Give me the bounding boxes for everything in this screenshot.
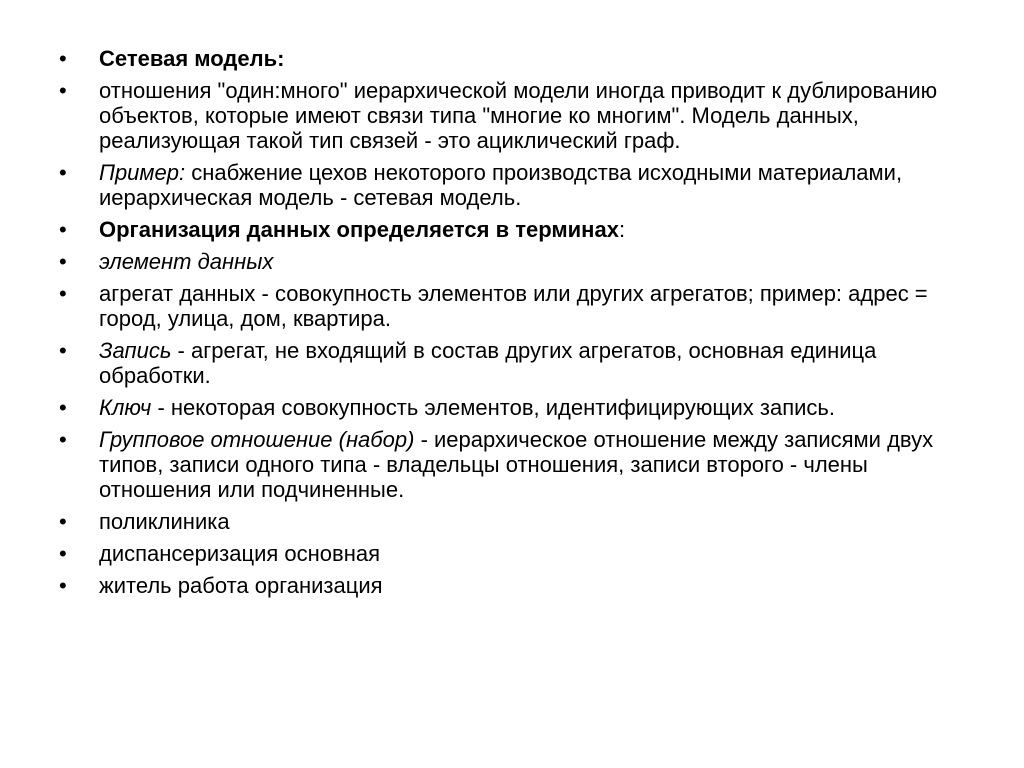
item-text: агрегат данных - совокупность элементов или других агрегатов; пример: адрес = город, улица, дом, квартира. [99,281,928,331]
list-item [56,427,956,502]
list-item [56,249,956,274]
item-text: житель работа организация [99,573,383,598]
bullet-list [56,46,956,605]
bullet-dot: • [59,249,67,274]
item-text: : [618,217,626,242]
bullet-dot: • [59,395,67,420]
bullet-dot: • [59,217,67,242]
list-item [56,509,956,534]
list-item [56,541,956,566]
bullet-dot: • [59,281,67,306]
item-text: - иерархическое отношение между записями двух типов, записи одного типа - владельцы отношения, записи второго - члены отношения или подчиненные. [99,427,934,502]
list-item [56,217,956,242]
item-term: Запись [99,338,172,363]
list-item [56,78,956,153]
list-item [56,281,956,331]
list-item [56,573,956,598]
item-term: Пример: [99,160,186,185]
item-term: Групповое отношение (набор) [99,427,415,452]
item-text: - некоторая совокупность элементов, идентифицирующих запись. [151,395,835,420]
item-heading: Организация данных определяется в терминах [99,217,619,242]
bullet-dot: • [59,160,67,185]
bullet-dot: • [59,573,67,598]
bullet-dot: • [59,541,67,566]
item-text: отношения "один:много" иерархической модели иногда приводит к дублированию объектов, которые имеют связи типа "многие ко многим". Модель данных, реализующая такой тип связей - это ациклический граф. [99,78,938,153]
list-item [56,46,956,71]
item-term: элемент данных [99,249,274,274]
bullet-dot: • [59,338,67,363]
item-text: поликлиника [99,509,230,534]
bullet-dot: • [59,427,67,452]
bullet-dot: • [59,78,67,103]
bullet-dot: • [59,509,67,534]
item-text: диспансеризация основная [99,541,381,566]
item-term: Ключ [99,395,152,420]
item-text: снабжение цехов некоторого производства исходными материалами, иерархическая модель - сетевая модель. [99,160,903,210]
bullet-dot: • [59,46,67,71]
item-text: Сетевая модель: [99,46,285,71]
list-item [56,160,956,210]
list-item [56,338,956,388]
list-item [56,395,956,420]
item-text: - агрегат, не входящий в состав других агрегатов, основная единица обработки. [99,338,877,388]
